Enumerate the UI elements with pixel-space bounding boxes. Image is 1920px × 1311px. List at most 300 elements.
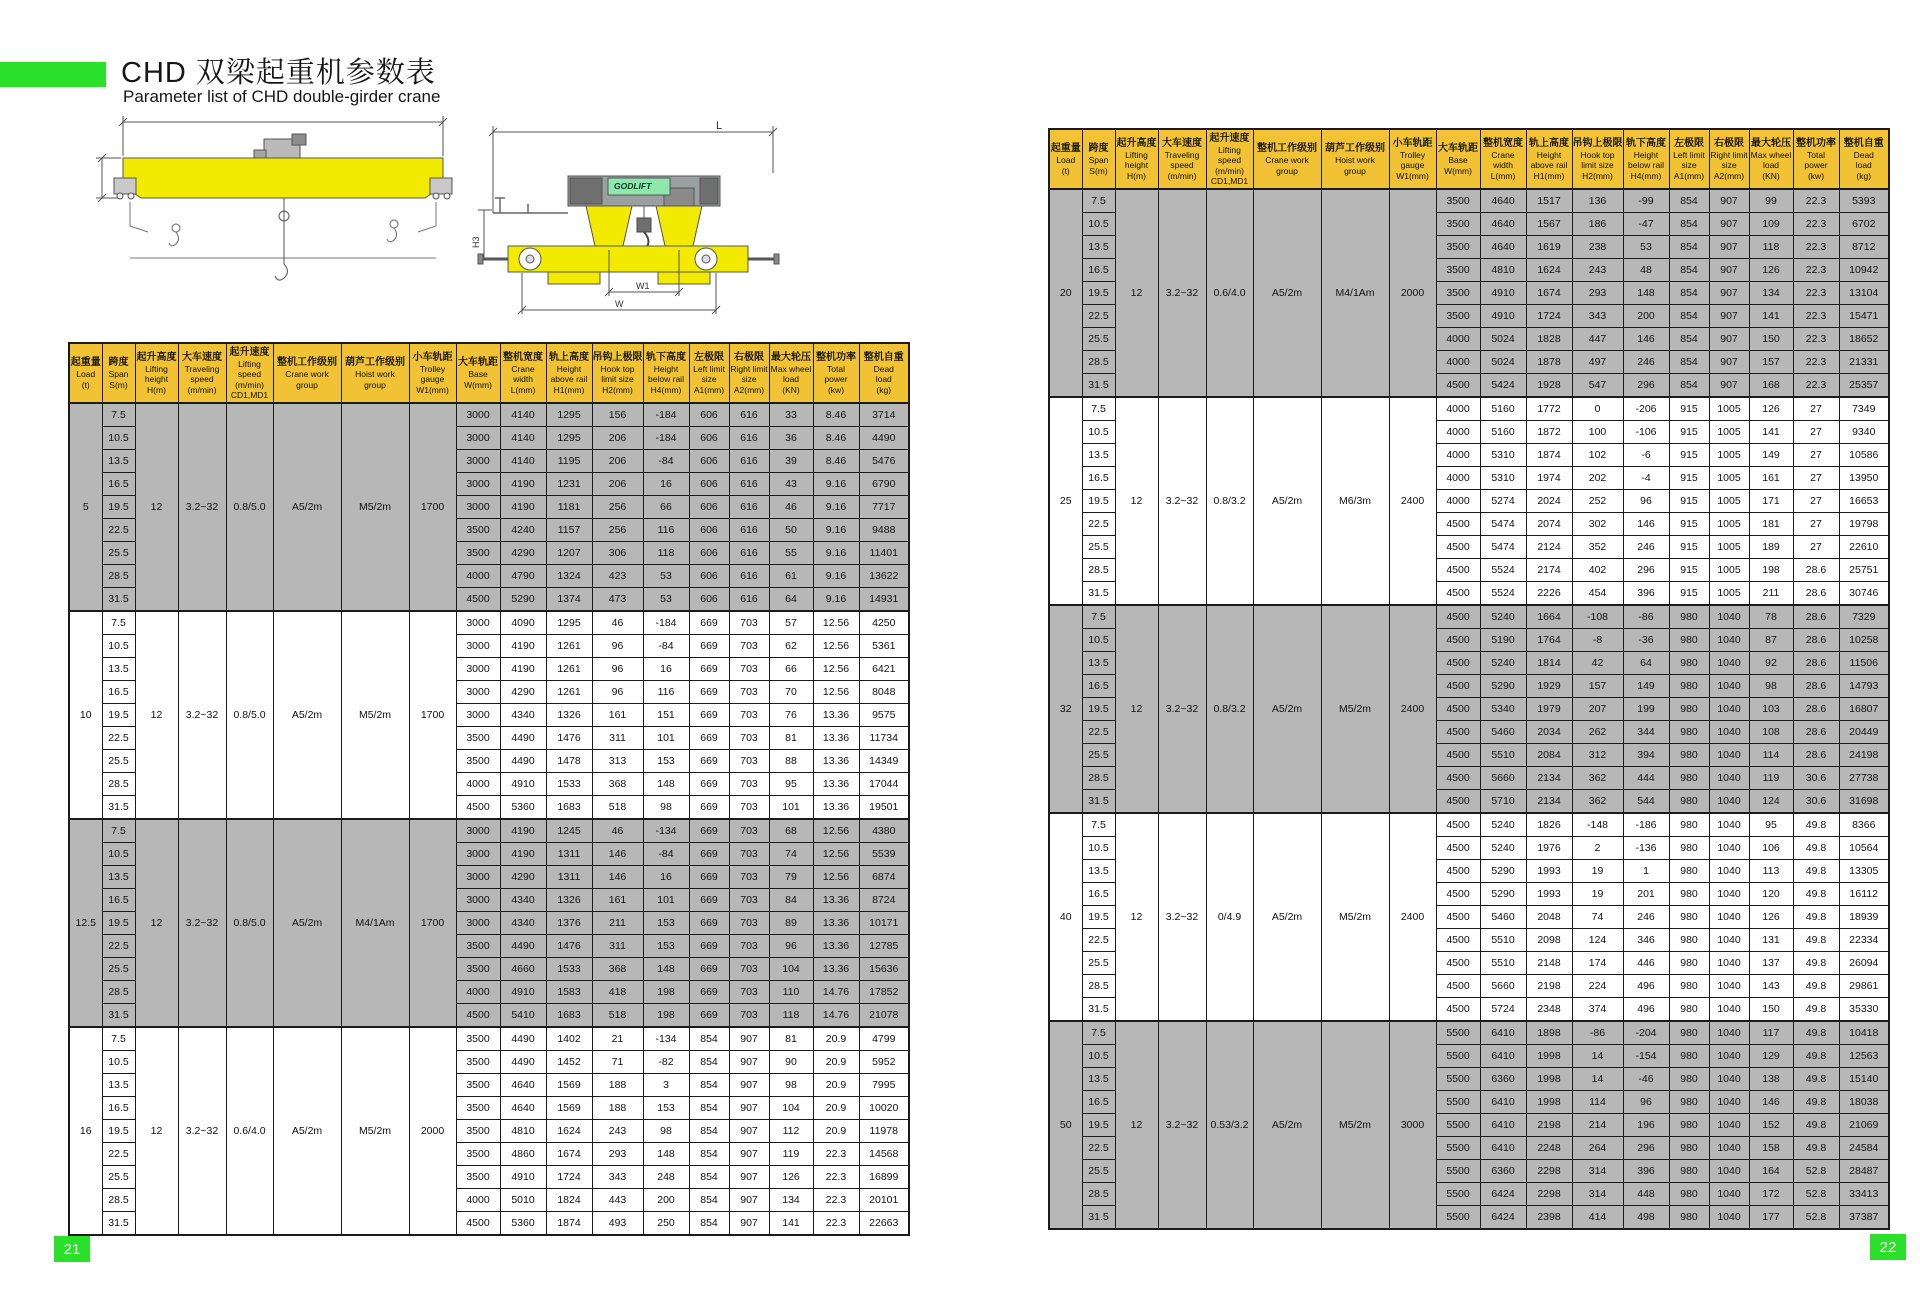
value-cell: 9.16 bbox=[813, 565, 859, 588]
h3-dimension-label: H3 bbox=[471, 236, 481, 248]
value-cell: 35330 bbox=[1839, 998, 1889, 1022]
column-header: 整机自重 Dead load (kg) bbox=[1839, 129, 1889, 189]
value-cell: 146 bbox=[592, 866, 643, 889]
value-cell: 1311 bbox=[546, 843, 592, 866]
value-cell: 3000 bbox=[456, 450, 500, 473]
value-cell: 5160 bbox=[1480, 397, 1526, 421]
value-cell: 9.16 bbox=[813, 496, 859, 519]
value-cell: 5290 bbox=[1480, 860, 1526, 883]
value-cell: 296 bbox=[1623, 559, 1669, 582]
value-cell: 443 bbox=[592, 1189, 643, 1212]
value-cell: 6424 bbox=[1480, 1183, 1526, 1206]
value-cell: 19 bbox=[1572, 860, 1623, 883]
value-cell: 4000 bbox=[1436, 444, 1480, 467]
value-cell: 3500 bbox=[1436, 259, 1480, 282]
load-cell: 20 bbox=[1049, 189, 1082, 397]
value-cell: 980 bbox=[1669, 1114, 1709, 1137]
value-cell: 915 bbox=[1669, 582, 1709, 606]
value-cell: 5500 bbox=[1436, 1021, 1480, 1045]
value-cell: 153 bbox=[643, 935, 689, 958]
value-cell: 13305 bbox=[1839, 860, 1889, 883]
value-cell: 915 bbox=[1669, 559, 1709, 582]
header-row bbox=[1049, 129, 1889, 189]
lifting-height-cell: 12 bbox=[1115, 605, 1158, 813]
column-header: 大车轨距 Base W(mm) bbox=[1436, 129, 1480, 189]
beam-foot-left bbox=[548, 272, 600, 284]
value-cell: 4290 bbox=[500, 681, 546, 704]
value-cell: 189 bbox=[1749, 536, 1793, 559]
span-cell: 16.5 bbox=[102, 473, 135, 496]
value-cell: 13.36 bbox=[813, 727, 859, 750]
load-cell: 32 bbox=[1049, 605, 1082, 813]
value-cell: -4 bbox=[1623, 467, 1669, 490]
value-cell: 164 bbox=[1749, 1160, 1793, 1183]
value-cell: 907 bbox=[1709, 328, 1749, 351]
value-cell: 5274 bbox=[1480, 490, 1526, 513]
value-cell: -6 bbox=[1623, 444, 1669, 467]
span-cell: 19.5 bbox=[102, 1120, 135, 1143]
value-cell: 907 bbox=[729, 1143, 769, 1166]
column-header: 大车速度 Traveling speed (m/min) bbox=[178, 343, 226, 403]
value-cell: 980 bbox=[1669, 605, 1709, 629]
value-cell: 201 bbox=[1623, 883, 1669, 906]
value-cell: 206 bbox=[592, 427, 643, 450]
value-cell: 11506 bbox=[1839, 652, 1889, 675]
value-cell: 49.8 bbox=[1793, 906, 1839, 929]
value-cell: 8.46 bbox=[813, 427, 859, 450]
value-cell: 246 bbox=[1623, 906, 1669, 929]
value-cell: 31698 bbox=[1839, 790, 1889, 814]
value-cell: 4640 bbox=[500, 1097, 546, 1120]
column-header: 轨下高度 Height below rail H4(mm) bbox=[643, 343, 689, 403]
value-cell: 27738 bbox=[1839, 767, 1889, 790]
value-cell: 206 bbox=[592, 473, 643, 496]
value-cell: 30.6 bbox=[1793, 767, 1839, 790]
span-cell: 13.5 bbox=[1082, 444, 1115, 467]
value-cell: 4910 bbox=[500, 981, 546, 1004]
value-cell: 302 bbox=[1572, 513, 1623, 536]
value-cell: 53 bbox=[643, 565, 689, 588]
span-cell: 25.5 bbox=[1082, 328, 1115, 351]
page-title: CHD 双梁起重机参数表 bbox=[121, 57, 436, 89]
value-cell: 117 bbox=[1749, 1021, 1793, 1045]
value-cell: 4490 bbox=[500, 1027, 546, 1051]
span-cell: 22.5 bbox=[1082, 929, 1115, 952]
value-cell: 915 bbox=[1669, 467, 1709, 490]
value-cell: 28.6 bbox=[1793, 744, 1839, 767]
value-cell: 1181 bbox=[546, 496, 592, 519]
span-cell: 10.5 bbox=[102, 843, 135, 866]
value-cell: 4490 bbox=[500, 935, 546, 958]
value-cell: 5474 bbox=[1480, 536, 1526, 559]
span-cell: 31.5 bbox=[1082, 998, 1115, 1022]
column-header: 起升速度 Lifting speed (m/min) CD1,MD1 bbox=[1206, 129, 1253, 189]
value-cell: 5660 bbox=[1480, 767, 1526, 790]
span-cell: 31.5 bbox=[102, 1212, 135, 1236]
value-cell: 374 bbox=[1572, 998, 1623, 1022]
column-header: 整机宽度 Crane width L(mm) bbox=[500, 343, 546, 403]
value-cell: 3500 bbox=[1436, 282, 1480, 305]
value-cell: 9.16 bbox=[813, 588, 859, 612]
value-cell: 13.36 bbox=[813, 958, 859, 981]
value-cell: -84 bbox=[643, 450, 689, 473]
value-cell: 134 bbox=[769, 1189, 813, 1212]
value-cell: 9.16 bbox=[813, 473, 859, 496]
value-cell: 1814 bbox=[1526, 652, 1572, 675]
runway-outline bbox=[130, 202, 436, 258]
span-cell: 28.5 bbox=[102, 1189, 135, 1212]
value-cell: 149 bbox=[1623, 675, 1669, 698]
girder-shape bbox=[123, 158, 443, 198]
lifting-speed-cell: 0/4.9 bbox=[1206, 813, 1253, 1021]
value-cell: 16653 bbox=[1839, 490, 1889, 513]
value-cell: 4660 bbox=[500, 958, 546, 981]
span-cell: 31.5 bbox=[1082, 790, 1115, 814]
value-cell: 854 bbox=[1669, 305, 1709, 328]
value-cell: 907 bbox=[1709, 305, 1749, 328]
column-header: 起升高度 Lifting height H(m) bbox=[135, 343, 178, 403]
value-cell: 1231 bbox=[546, 473, 592, 496]
value-cell: 606 bbox=[689, 473, 729, 496]
value-cell: 5500 bbox=[1436, 1091, 1480, 1114]
value-cell: 16807 bbox=[1839, 698, 1889, 721]
value-cell: 4190 bbox=[500, 843, 546, 866]
value-cell: 314 bbox=[1572, 1160, 1623, 1183]
crane-front-view-drawing bbox=[88, 106, 473, 301]
value-cell: 49.8 bbox=[1793, 1091, 1839, 1114]
value-cell: 6424 bbox=[1480, 1206, 1526, 1230]
value-cell: 915 bbox=[1669, 513, 1709, 536]
value-cell: 1005 bbox=[1709, 536, 1749, 559]
value-cell: 854 bbox=[1669, 374, 1709, 398]
value-cell: 98 bbox=[643, 1120, 689, 1143]
value-cell: 5724 bbox=[1480, 998, 1526, 1022]
value-cell: 616 bbox=[729, 565, 769, 588]
value-cell: 7329 bbox=[1839, 605, 1889, 629]
span-cell: 22.5 bbox=[102, 935, 135, 958]
value-cell: 15471 bbox=[1839, 305, 1889, 328]
value-cell: 703 bbox=[729, 843, 769, 866]
value-cell: 980 bbox=[1669, 721, 1709, 744]
value-cell: 119 bbox=[1749, 767, 1793, 790]
value-cell: 171 bbox=[1749, 490, 1793, 513]
wheel-right bbox=[695, 248, 717, 270]
value-cell: 116 bbox=[643, 519, 689, 542]
value-cell: 136 bbox=[1572, 189, 1623, 213]
value-cell: 112 bbox=[769, 1120, 813, 1143]
value-cell: 1207 bbox=[546, 542, 592, 565]
value-cell: 1374 bbox=[546, 588, 592, 612]
value-cell: 1040 bbox=[1709, 906, 1749, 929]
value-cell: 6410 bbox=[1480, 1045, 1526, 1068]
value-cell: 28.6 bbox=[1793, 559, 1839, 582]
value-cell: 96 bbox=[592, 658, 643, 681]
value-cell: 3000 bbox=[456, 819, 500, 843]
value-cell: 3000 bbox=[456, 889, 500, 912]
span-cell: 31.5 bbox=[102, 1004, 135, 1028]
column-header: 起升速度 Lifting speed (m/min) CD1,MD1 bbox=[226, 343, 273, 403]
value-cell: 138 bbox=[1749, 1068, 1793, 1091]
value-cell: 703 bbox=[729, 958, 769, 981]
value-cell: 4290 bbox=[500, 866, 546, 889]
value-cell: 1476 bbox=[546, 727, 592, 750]
span-cell: 19.5 bbox=[102, 704, 135, 727]
end-carriage-right bbox=[430, 178, 452, 199]
span-cell: 16.5 bbox=[1082, 883, 1115, 906]
value-cell: 518 bbox=[592, 796, 643, 820]
value-cell: 980 bbox=[1669, 813, 1709, 837]
value-cell: 980 bbox=[1669, 790, 1709, 814]
value-cell: 669 bbox=[689, 819, 729, 843]
value-cell: 14.76 bbox=[813, 981, 859, 1004]
value-cell: 343 bbox=[592, 1166, 643, 1189]
load-group-12.5 bbox=[69, 819, 909, 1027]
value-cell: -134 bbox=[643, 1027, 689, 1051]
value-cell: 9.16 bbox=[813, 542, 859, 565]
value-cell: 1878 bbox=[1526, 351, 1572, 374]
value-cell: 606 bbox=[689, 427, 729, 450]
lifting-height-cell: 12 bbox=[135, 403, 178, 611]
value-cell: 1683 bbox=[546, 796, 592, 820]
value-cell: 352 bbox=[1572, 536, 1623, 559]
value-cell: 98 bbox=[1749, 675, 1793, 698]
value-cell: 5240 bbox=[1480, 813, 1526, 837]
value-cell: 200 bbox=[1623, 305, 1669, 328]
value-cell: 1040 bbox=[1709, 1160, 1749, 1183]
value-cell: 980 bbox=[1669, 906, 1709, 929]
crane-work-group-cell: A5/2m bbox=[1253, 189, 1321, 397]
span-cell: 25.5 bbox=[1082, 744, 1115, 767]
value-cell: 1993 bbox=[1526, 860, 1572, 883]
value-cell: 1040 bbox=[1709, 813, 1749, 837]
value-cell: 66 bbox=[769, 658, 813, 681]
value-cell: 5510 bbox=[1480, 952, 1526, 975]
value-cell: 15140 bbox=[1839, 1068, 1889, 1091]
value-cell: 1261 bbox=[546, 681, 592, 704]
value-cell: 1295 bbox=[546, 427, 592, 450]
column-header: 起重量 Load (t) bbox=[69, 343, 102, 403]
value-cell: 13.36 bbox=[813, 889, 859, 912]
value-cell: 703 bbox=[729, 796, 769, 820]
value-cell: 118 bbox=[643, 542, 689, 565]
value-cell: 4500 bbox=[1436, 952, 1480, 975]
title-accent-bar bbox=[0, 62, 106, 87]
table-row bbox=[1049, 189, 1889, 213]
value-cell: 10418 bbox=[1839, 1021, 1889, 1045]
value-cell: 1929 bbox=[1526, 675, 1572, 698]
value-cell: 4500 bbox=[456, 1212, 500, 1236]
value-cell: 3500 bbox=[456, 1051, 500, 1074]
column-header: 整机宽度 Crane width L(mm) bbox=[1480, 129, 1526, 189]
value-cell: 980 bbox=[1669, 1068, 1709, 1091]
load-group-32 bbox=[1049, 605, 1889, 813]
value-cell: 49.8 bbox=[1793, 929, 1839, 952]
value-cell: 161 bbox=[592, 704, 643, 727]
value-cell: 3000 bbox=[456, 681, 500, 704]
column-header: 最大轮压 Max wheel load (KN) bbox=[1749, 129, 1793, 189]
table-row bbox=[69, 611, 909, 635]
value-cell: 1005 bbox=[1709, 582, 1749, 606]
value-cell: 4500 bbox=[1436, 721, 1480, 744]
value-cell: 907 bbox=[1709, 374, 1749, 398]
lifting-speed-cell: 0.6/4.0 bbox=[226, 1027, 273, 1235]
value-cell: 1040 bbox=[1709, 1114, 1749, 1137]
value-cell: 13.36 bbox=[813, 796, 859, 820]
value-cell: 293 bbox=[1572, 282, 1623, 305]
value-cell: -206 bbox=[1623, 397, 1669, 421]
value-cell: 854 bbox=[689, 1051, 729, 1074]
value-cell: 70 bbox=[769, 681, 813, 704]
span-cell: 31.5 bbox=[1082, 374, 1115, 398]
value-cell: 5460 bbox=[1480, 906, 1526, 929]
value-cell: 3500 bbox=[456, 542, 500, 565]
span-cell: 22.5 bbox=[102, 727, 135, 750]
value-cell: 4190 bbox=[500, 496, 546, 519]
value-cell: 198 bbox=[1749, 559, 1793, 582]
value-cell: 19 bbox=[1572, 883, 1623, 906]
span-cell: 25.5 bbox=[102, 958, 135, 981]
value-cell: 5410 bbox=[500, 1004, 546, 1028]
value-cell: 2098 bbox=[1526, 929, 1572, 952]
value-cell: 148 bbox=[1623, 282, 1669, 305]
traveling-speed-cell: 3.2~32 bbox=[178, 1027, 226, 1235]
value-cell: 12.56 bbox=[813, 843, 859, 866]
span-cell: 16.5 bbox=[102, 889, 135, 912]
value-cell: 1040 bbox=[1709, 975, 1749, 998]
value-cell: 30.6 bbox=[1793, 790, 1839, 814]
value-cell: 980 bbox=[1669, 744, 1709, 767]
table-row bbox=[1049, 397, 1889, 421]
span-cell: 19.5 bbox=[1082, 282, 1115, 305]
value-cell: 1898 bbox=[1526, 1021, 1572, 1045]
value-cell: 89 bbox=[769, 912, 813, 935]
value-cell: 68 bbox=[769, 819, 813, 843]
value-cell: 616 bbox=[729, 427, 769, 450]
value-cell: 18939 bbox=[1839, 906, 1889, 929]
value-cell: 1976 bbox=[1526, 837, 1572, 860]
value-cell: 4000 bbox=[456, 981, 500, 1004]
value-cell: 256 bbox=[592, 519, 643, 542]
column-header: 吊钩上极限 Hook top limit size H2(mm) bbox=[1572, 129, 1623, 189]
value-cell: 27 bbox=[1793, 397, 1839, 421]
walkway-rail bbox=[493, 198, 568, 213]
value-cell: 13622 bbox=[859, 565, 909, 588]
value-cell: 17044 bbox=[859, 773, 909, 796]
column-header: 小车轨距 Trolley gauge W1(mm) bbox=[409, 343, 456, 403]
value-cell: 64 bbox=[769, 588, 813, 612]
value-cell: 66 bbox=[643, 496, 689, 519]
value-cell: 1998 bbox=[1526, 1091, 1572, 1114]
value-cell: 5710 bbox=[1480, 790, 1526, 814]
value-cell: 1005 bbox=[1709, 444, 1749, 467]
value-cell: 12.56 bbox=[813, 658, 859, 681]
hoist-work-group-cell: M4/1Am bbox=[1321, 189, 1389, 397]
value-cell: 313 bbox=[592, 750, 643, 773]
value-cell: 854 bbox=[1669, 213, 1709, 236]
value-cell: 36 bbox=[769, 427, 813, 450]
value-cell: 4000 bbox=[1436, 490, 1480, 513]
value-cell: 4500 bbox=[1436, 675, 1480, 698]
value-cell: 1569 bbox=[546, 1097, 592, 1120]
value-cell: 4500 bbox=[1436, 860, 1480, 883]
span-cell: 28.5 bbox=[102, 773, 135, 796]
value-cell: 606 bbox=[689, 588, 729, 612]
value-cell: 22.3 bbox=[813, 1189, 859, 1212]
value-cell: 3500 bbox=[456, 1166, 500, 1189]
value-cell: 2148 bbox=[1526, 952, 1572, 975]
value-cell: 146 bbox=[1623, 328, 1669, 351]
value-cell: 907 bbox=[1709, 236, 1749, 259]
value-cell: 447 bbox=[1572, 328, 1623, 351]
value-cell: 188 bbox=[592, 1097, 643, 1120]
value-cell: 854 bbox=[689, 1166, 729, 1189]
value-cell: 13.36 bbox=[813, 750, 859, 773]
value-cell: 606 bbox=[689, 542, 729, 565]
value-cell: 1 bbox=[1623, 860, 1669, 883]
value-cell: 33413 bbox=[1839, 1183, 1889, 1206]
span-cell: 22.5 bbox=[102, 519, 135, 542]
value-cell: 4140 bbox=[500, 427, 546, 450]
load-cell: 5 bbox=[69, 403, 102, 611]
column-header: 左极限 Left limit size A1(mm) bbox=[1669, 129, 1709, 189]
value-cell: 3000 bbox=[456, 496, 500, 519]
value-cell: 1040 bbox=[1709, 1045, 1749, 1068]
value-cell: -47 bbox=[1623, 213, 1669, 236]
value-cell: 28.6 bbox=[1793, 582, 1839, 606]
hoist-shape bbox=[568, 176, 720, 206]
value-cell: 49.8 bbox=[1793, 998, 1839, 1022]
value-cell: 4500 bbox=[1436, 998, 1480, 1022]
value-cell: 1979 bbox=[1526, 698, 1572, 721]
value-cell: 1928 bbox=[1526, 374, 1572, 398]
value-cell: 2348 bbox=[1526, 998, 1572, 1022]
value-cell: 5190 bbox=[1480, 629, 1526, 652]
value-cell: 13950 bbox=[1839, 467, 1889, 490]
value-cell: 362 bbox=[1572, 767, 1623, 790]
value-cell: 4500 bbox=[1436, 605, 1480, 629]
value-cell: 181 bbox=[1749, 513, 1793, 536]
value-cell: 46 bbox=[769, 496, 813, 519]
value-cell: 148 bbox=[643, 958, 689, 981]
value-cell: 703 bbox=[729, 773, 769, 796]
value-cell: 120 bbox=[1749, 883, 1793, 906]
value-cell: 4500 bbox=[1436, 582, 1480, 606]
value-cell: 7349 bbox=[1839, 397, 1889, 421]
value-cell: 13.36 bbox=[813, 912, 859, 935]
value-cell: 3500 bbox=[456, 1074, 500, 1097]
value-cell: 396 bbox=[1623, 1160, 1669, 1183]
value-cell: 1772 bbox=[1526, 397, 1572, 421]
value-cell: 6410 bbox=[1480, 1091, 1526, 1114]
value-cell: 148 bbox=[643, 773, 689, 796]
value-cell: 980 bbox=[1669, 975, 1709, 998]
column-header: 轨上高度 Height above rail H1(mm) bbox=[1526, 129, 1572, 189]
value-cell: 87 bbox=[1749, 629, 1793, 652]
value-cell: 153 bbox=[643, 750, 689, 773]
traveling-speed-cell: 3.2~32 bbox=[1158, 189, 1206, 397]
value-cell: 9340 bbox=[1839, 421, 1889, 444]
value-cell: 1040 bbox=[1709, 1021, 1749, 1045]
value-cell: 2 bbox=[1572, 837, 1623, 860]
w-dimension-label: W bbox=[615, 299, 624, 309]
value-cell: 13.36 bbox=[813, 773, 859, 796]
value-cell: 980 bbox=[1669, 860, 1709, 883]
value-cell: 27 bbox=[1793, 513, 1839, 536]
value-cell: 1533 bbox=[546, 773, 592, 796]
span-cell: 16.5 bbox=[102, 1097, 135, 1120]
column-header: 整机工作级别 Crane work group bbox=[1253, 129, 1321, 189]
value-cell: 26094 bbox=[1839, 952, 1889, 975]
